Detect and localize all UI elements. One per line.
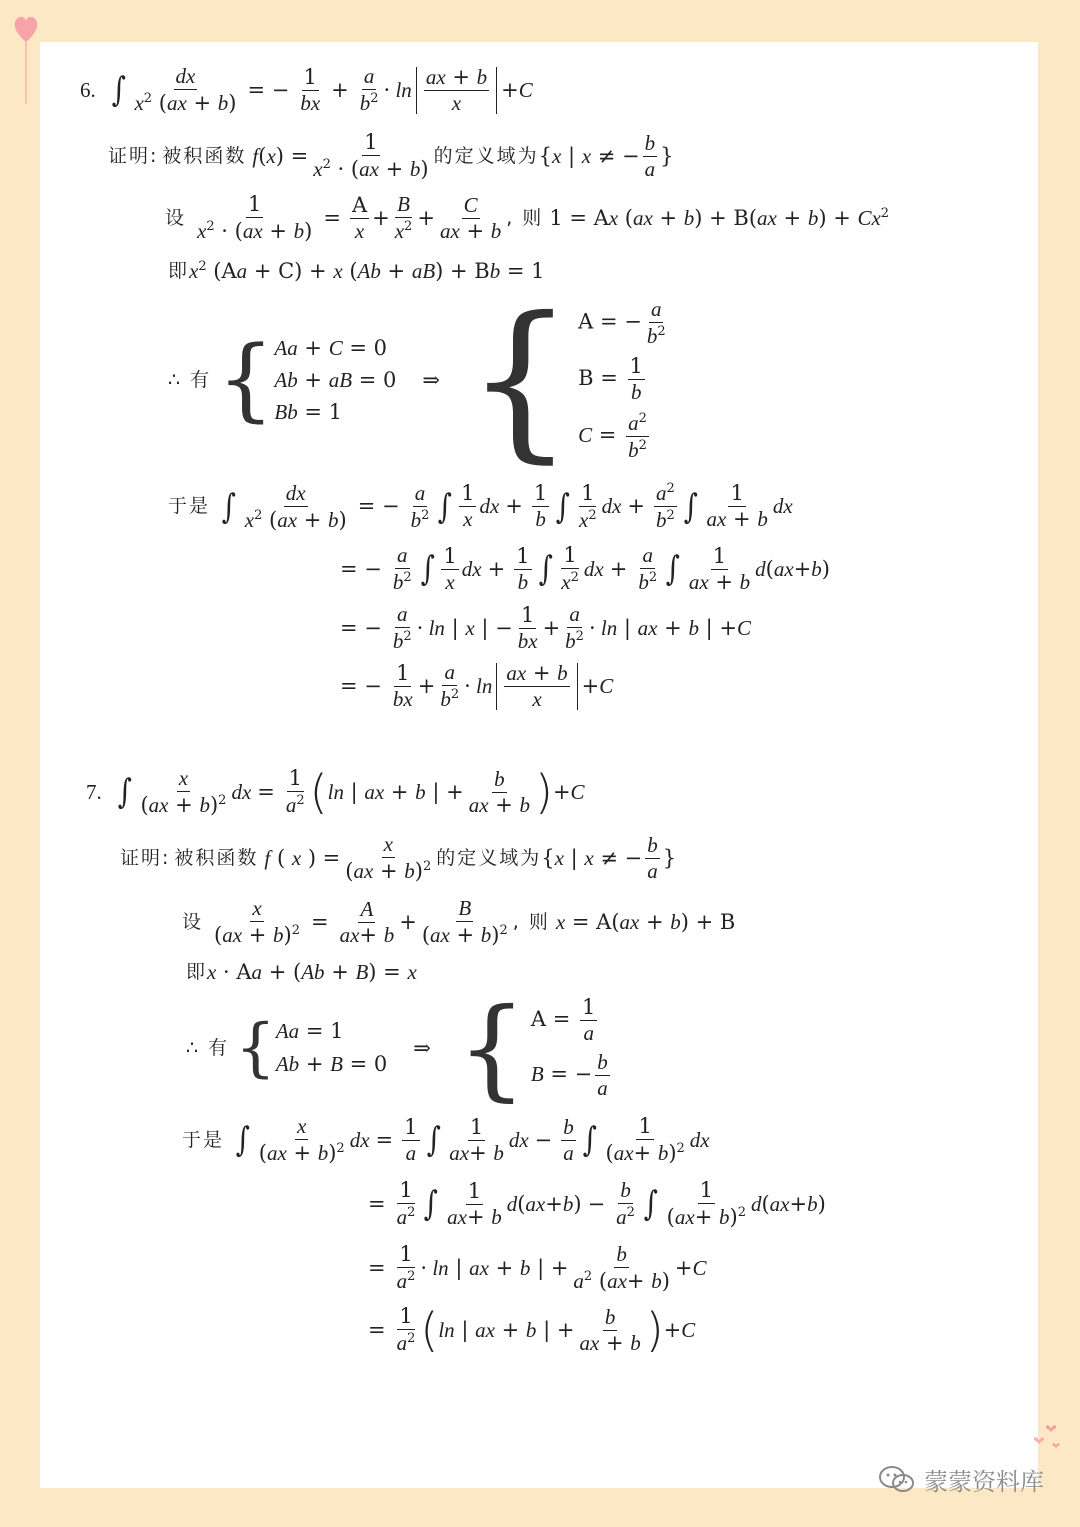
p6-let: 设 — [165, 206, 187, 229]
p7-step-2: = $\frac{1}{a^2}$ ∫ $\frac{1}{ax+ b}$ d ( ax + b ) − $\frac{b}{a^2}$ ∫ $\frac{1}{(ax+ b)^2}$ d ( ax + b ) — [368, 1178, 826, 1229]
p7-let: 设 — [182, 910, 204, 933]
p7-step-4: = $\frac{1}{a^2}$ ( ln | ax + b | + $\frac{b}{ax + b}$ ) +C — [368, 1303, 696, 1357]
watermark — [878, 1462, 1044, 1497]
p6-step-1: 于是 ∫ $\frac{dx}{x^2 (ax + b)}$ = − $\frac{a}{b^2}$ ∫ $\frac{1}{x}$ dx + $\frac{1}{b}$ ∫ $\frac{1}{x^2}$ dx + $\frac{a^2}{b^2}$ ∫ $\frac{1}{ax + b}$ dx — [168, 480, 793, 532]
p6-expanded: 即 $x^2$ (Aa + C) + x (Ab + aB) + Bb = 1 — [168, 259, 545, 283]
p6-thus: 于是 — [168, 495, 211, 517]
p7-partial-fraction: 设 $\frac{x}{(ax + b)^2}$ = $\frac{A}{ax+ b}$ + $\frac{B}{(ax + b)^2}$ , 则 x = A(ax + b) + B — [182, 896, 736, 947]
watermark-text: 蒙蒙资料库 — [924, 1468, 1044, 1496]
p7-domain-line: 证明: 被积函数 f ( x ) = $\frac{x}{(ax + b)^2}$ 的定义域为 {x | x ≠ − $\frac{b}{a}$ } — [120, 832, 677, 883]
p7-domain-text: 的定义域为 — [436, 846, 542, 869]
p6-integrand-label: 被积函数 — [162, 144, 247, 167]
p7-step-1: 于是 ∫ $\frac{x}{(ax + b)^2}$ dx = $\frac{1}{a}$ ∫ $\frac{1}{ax+ b}$ dx − $\frac{b}{a}$ ∫ $\frac{1}{(ax+ b)^2}$ dx — [182, 1114, 710, 1165]
p7-expanded: 即 x · Aa + (Ab + B) = x — [186, 960, 417, 984]
p6-step-3: = − $\frac{a}{b^2}$ · ln | x | − $\frac{1}{bx}$ + $\frac{a}{b^2}$ · ln | ax + b | +C — [340, 602, 751, 653]
p6-proof-label: 证明: — [108, 144, 159, 167]
p7-integrand-label: 被积函数 — [174, 846, 259, 869]
p6-namely: 即 — [168, 259, 190, 282]
heart-decoration-icon — [10, 8, 42, 108]
p7-formula: 7. ∫ $\frac{x}{(ax + b)^2}$ dx = $\frac{1}{a^2}$ ( ln | ax + b | + $\frac{b}{ax + b}$ ) +C — [86, 765, 585, 819]
p6-system: ∴ 有 { Aa + C = 0 Ab + aB = 0 Bb = 1 ⇒ { A = − $\frac{a}{b^2}$ B = $\frac{1}{b}$ C = $\frac{a^2}{b^2}$ — [168, 281, 666, 479]
p7-proof-label: 证明: — [120, 846, 171, 869]
p7-system: ∴ 有 { Aa = 1 Ab + B = 0 ⇒ { A = $\frac{1}{a}$ B = − $\frac{b}{a}$ — [186, 984, 608, 1112]
p6-number: 6. — [80, 77, 96, 102]
p7-then: , 则 — [512, 910, 550, 933]
p6-then: , 则 — [506, 206, 544, 229]
p6-domain-line: 证明: 被积函数 f(x) = $\frac{1}{x^2 \cdot (ax + b)}$ 的定义域为 {x | x ≠ − $\frac{b}{a}$ } — [108, 130, 674, 181]
p6-step-4: = − $\frac{1}{bx}$ + $\frac{a}{b^2}$ · ln $\frac{ax + b}{x}$ +C — [340, 660, 614, 711]
p7-thus: 于是 — [182, 1128, 225, 1151]
wechat-icon — [878, 1465, 916, 1495]
p6-therefore: ∴ 有 — [168, 368, 212, 391]
p7-step-3: = $\frac{1}{a^2}$ · ln | ax + b | + $\frac{b}{a^2 (ax+ b)}$ +C — [368, 1242, 707, 1293]
p6-domain-text: 的定义域为 — [433, 144, 539, 167]
p7-therefore: ∴ 有 — [186, 1036, 230, 1059]
p7-number: 7. — [86, 779, 102, 804]
p6-partial-fraction: 设 $\frac{1}{x^2 \cdot (ax + b)}$ = $\frac{A}{x}$ + $\frac{B}{x^2}$ + $\frac{C}{ax + b}$ , 则 1 = Ax $(ax + b) + B(ax + b) + Cx^2$ — [165, 192, 890, 243]
p6-formula: 6. ∫ $\frac{dx}{x^2 (ax + b)}$ = − $\frac{1}{bx}$ + $\frac{a}{b^2}$ · ln $\frac{ax + b}{x}$ +C — [80, 64, 533, 115]
p6-step-2: = − $\frac{a}{b^2}$ ∫ $\frac{1}{x}$ dx + $\frac{1}{b}$ ∫ $\frac{1}{x^2}$ dx + $\frac{a}{b^2}$ ∫ $\frac{1}{ax + b}$ d ( ax + b ) — [340, 543, 830, 594]
p7-namely: 即 — [186, 961, 208, 983]
